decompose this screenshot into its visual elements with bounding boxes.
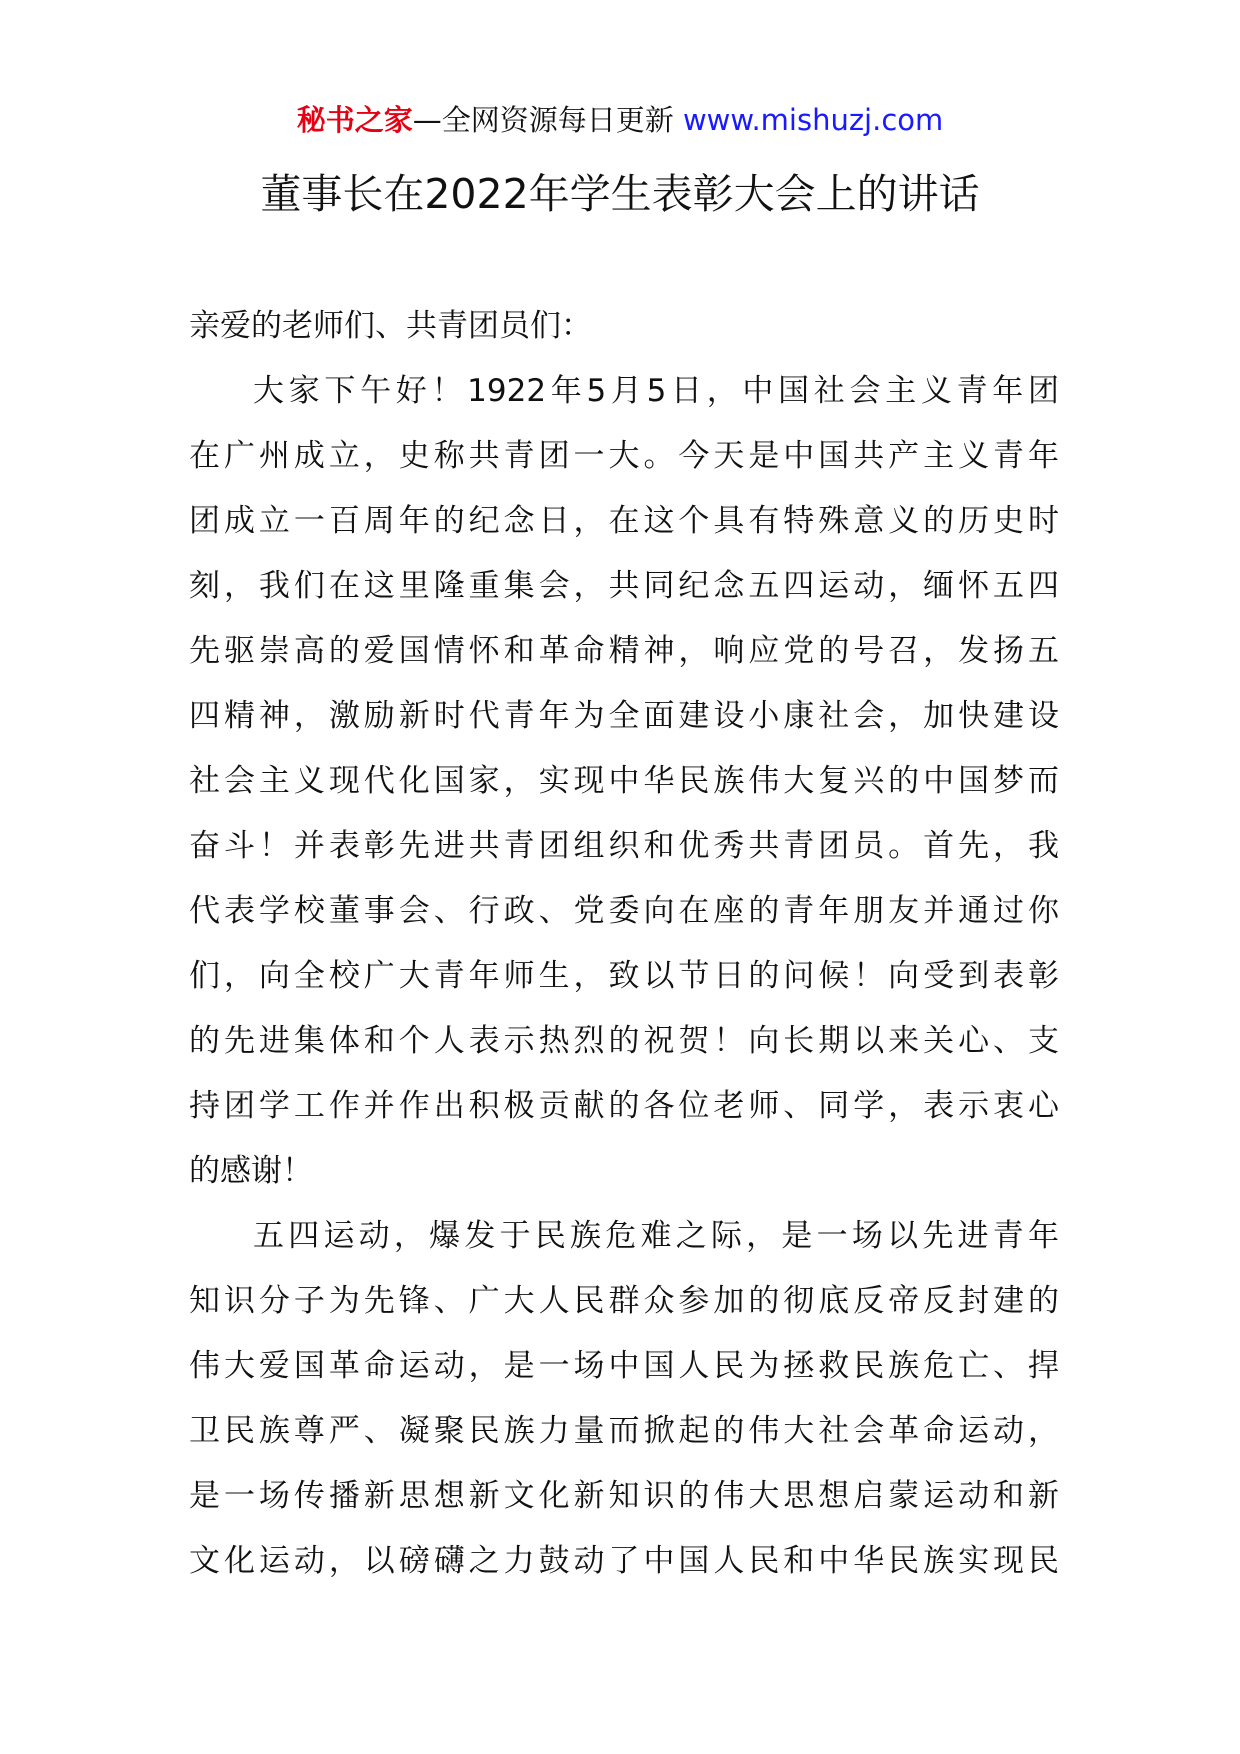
body-line: 是一场传播新思想新文化新知识的伟大思想启蒙运动和新 <box>189 1478 1059 1514</box>
body-line: 知识分子为先锋、广大人民群众参加的彻底反帝反封建的 <box>189 1283 1059 1319</box>
body-line: 社会主义现代化国家，实现中华民族伟大复兴的中国梦而 <box>189 763 1059 799</box>
document-body <box>189 294 1059 1594</box>
site-url-link[interactable]: www.mishuzj.com <box>682 103 944 137</box>
body-line: 的感谢！ <box>189 1153 313 1189</box>
body-line: 四精神，激励新时代青年为全面建设小康社会，加快建设 <box>189 698 1059 734</box>
body-line: 卫民族尊严、凝聚民族力量而掀起的伟大社会革命运动， <box>189 1413 1059 1449</box>
watermark-header <box>0 100 1240 140</box>
body-line: 文化运动，以磅礴之力鼓动了中国人民和中华民族实现民 <box>189 1543 1059 1579</box>
body-line: 在广州成立，史称共青团一大。今天是中国共产主义青年 <box>189 438 1059 474</box>
body-line: 伟大爱国革命运动，是一场中国人民为拯救民族危亡、捍 <box>189 1348 1059 1384</box>
brand-name: 秘书之家 <box>296 103 413 137</box>
header-tagline: —全网资源每日更新 <box>412 103 674 137</box>
body-line: 持团学工作并作出积极贡献的各位老师、同学，表示衷心 <box>189 1088 1059 1124</box>
body-line: 刻，我们在这里隆重集会，共同纪念五四运动，缅怀五四 <box>189 568 1059 604</box>
document-title: 董事长在2022年学生表彰大会上的讲话 <box>260 170 980 218</box>
body-line: 大家下午好！1922年5月5日，中国社会主义青年团 <box>253 373 1059 409</box>
body-line: 团成立一百周年的纪念日，在这个具有特殊意义的历史时 <box>189 503 1059 539</box>
body-line: 五四运动，爆发于民族危难之际，是一场以先进青年 <box>253 1218 1059 1254</box>
body-line: 的先进集体和个人表示热烈的祝贺！向长期以来关心、支 <box>189 1023 1059 1059</box>
salutation: 亲爱的老师们、共青团员们： <box>189 308 592 344</box>
body-line: 奋斗！并表彰先进共青团组织和优秀共青团员。首先，我 <box>189 828 1059 864</box>
body-line: 代表学校董事会、行政、党委向在座的青年朋友并通过你 <box>189 893 1059 929</box>
body-line: 先驱崇高的爱国情怀和革命精神，响应党的号召，发扬五 <box>189 633 1059 669</box>
body-line: 们，向全校广大青年师生，致以节日的问候！向受到表彰 <box>189 958 1059 994</box>
